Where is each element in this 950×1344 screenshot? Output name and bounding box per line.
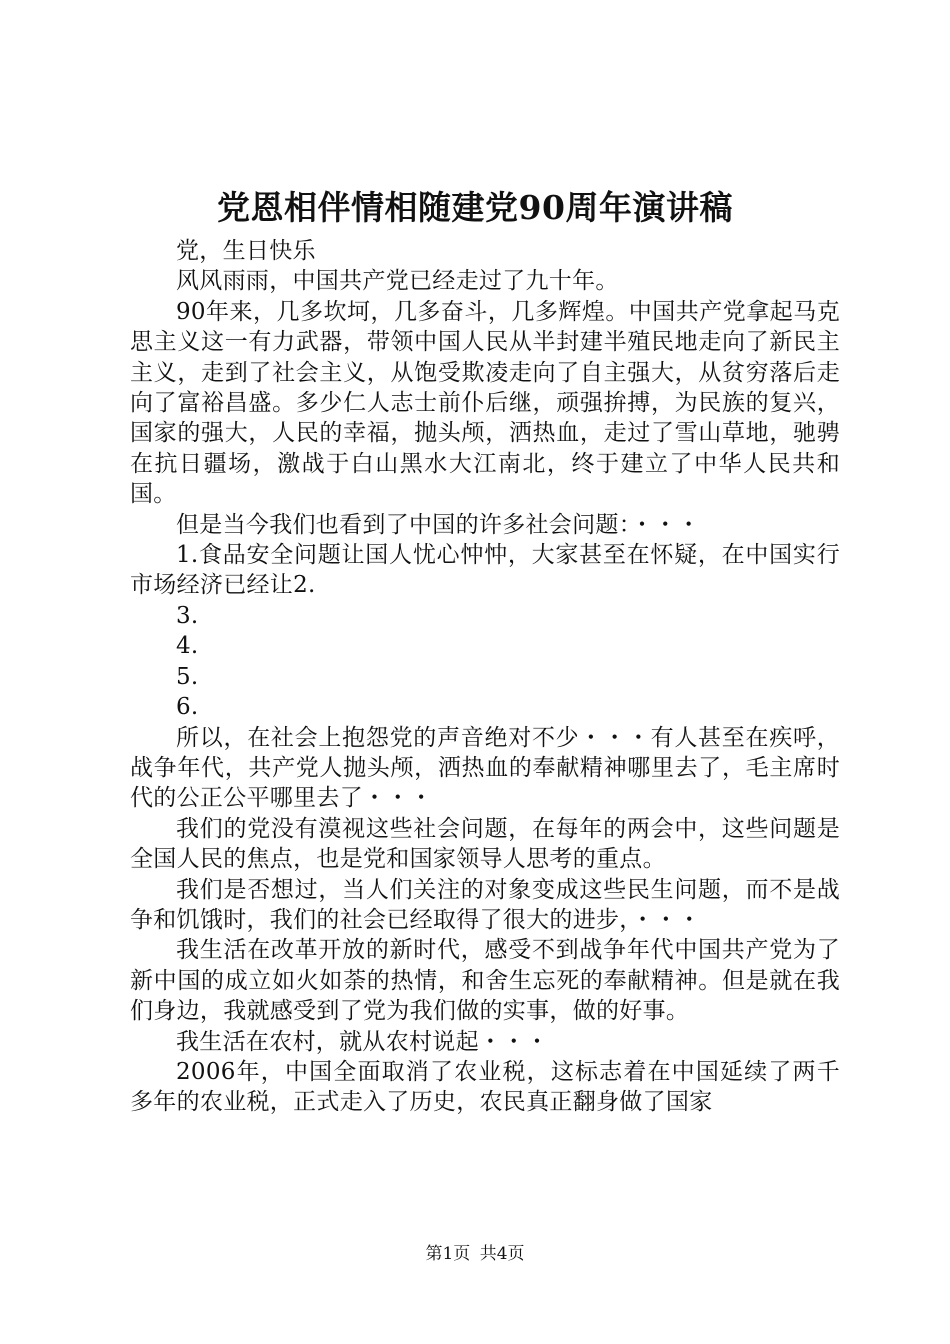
paragraph: 我生活在农村，就从农村说起・・・ (176, 1028, 549, 1055)
paragraph: 但是当今我们也看到了中国的许多社会问题：・・・ (176, 511, 701, 538)
page-footer (0, 1242, 950, 1266)
paragraph: 我生活在改革开放的新时代，感受不到战争年代中国共产党为了新中国的成立如火如荼的热情，和舍生忘死的奉献精神。但是就在我们身边，我就感受到了党为我们做的实事，做的好事。 (130, 937, 840, 1025)
list-item: 3. (176, 602, 199, 629)
list-item: 1.食品安全问题让国人忧心忡忡，大家甚至在怀疑，在中国实行市场经济已经让2. (130, 542, 840, 599)
paragraph: 2006年，中国全面取消了农业税，这标志着在中国延续了两千多年的农业税，正式走入了历史，农民真正翻身做了国家 (130, 1058, 840, 1116)
paragraph: 我们是否想过，当人们关注的对象变成这些民生问题，而不是战争和饥饿时，我们的社会已经取得了很大的进步，・・・ (130, 876, 840, 933)
document-body (130, 236, 840, 1118)
paragraph: 所以，在社会上抱怨党的声音绝对不少・・・有人甚至在疾呼，战争年代，共产党人抛头颅，洒热血的奉献精神哪里去了，毛主席时代的公正公平哪里去了・・・ (130, 724, 840, 812)
paragraph: 我们的党没有漠视这些社会问题，在每年的两会中，这些问题是全国人民的焦点，也是党和国家领导人思考的重点。 (130, 815, 840, 873)
page-total: 共4页 (479, 1244, 525, 1264)
list-item: 4. (176, 633, 199, 660)
list-item: 6. (176, 694, 199, 721)
page-title: 党恩相伴情相随建党90周年演讲稿 (217, 188, 733, 227)
paragraph: 风风雨雨，中国共产党已经走过了九十年。 (176, 268, 619, 295)
paragraph: 党，生日快乐 (176, 238, 316, 264)
paragraph: 90年来，几多坎坷，几多奋斗，几多辉煌。中国共产党拿起马克思主义这一有力武器，带领中国人民从半封建半殖民地走向了新民主主义，走到了社会主义，从饱受欺凌走向了自主强大，从贫穷落后走向了富裕昌盛。多少仁人志士前仆后继，顽强拚搏，为民族的复兴，国家的强大，人民的幸福，抛头颅，洒热血，走过了雪山草地，驰骋在抗日疆场，激战于白山黑水大江南北，终于建立了中华人民共和国。 (130, 298, 840, 508)
list-item: 5. (176, 663, 199, 690)
page-number: 第1页 (425, 1244, 471, 1264)
